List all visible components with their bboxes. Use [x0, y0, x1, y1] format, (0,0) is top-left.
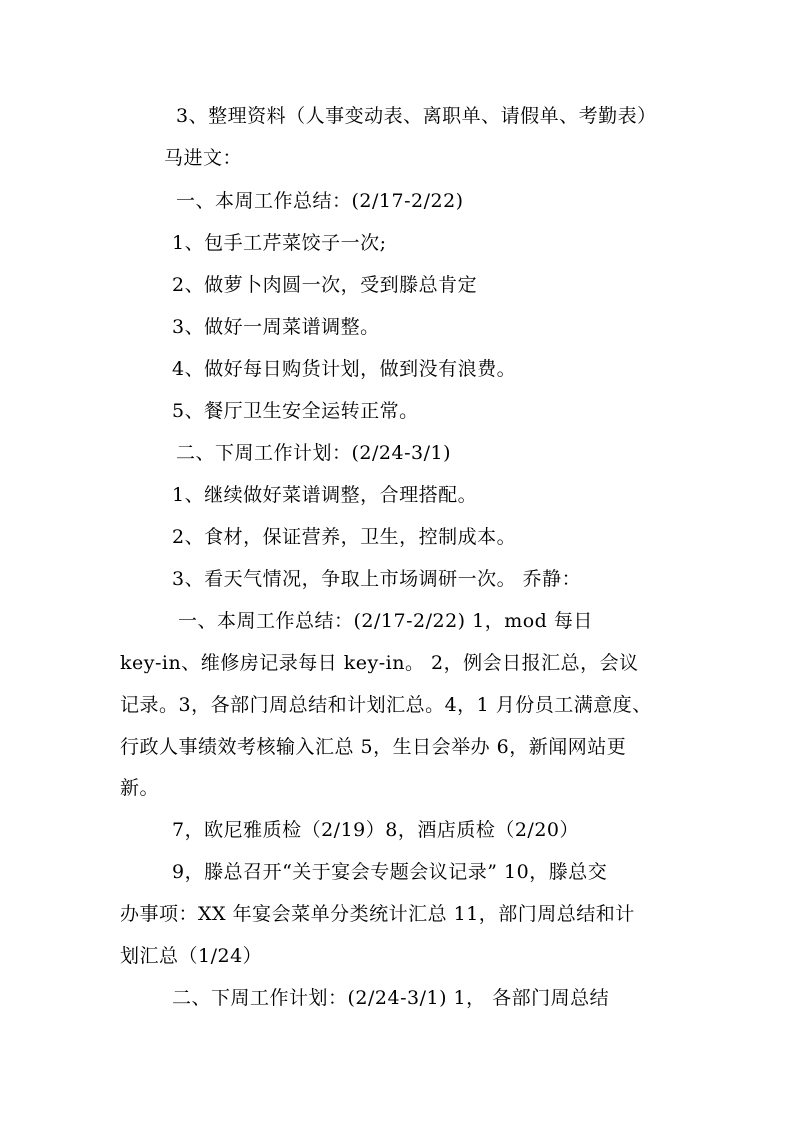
list-item: 3、做好一周菜谱调整。: [172, 316, 380, 338]
list-item: 2、食材，保证营养，卫生，控制成本。: [172, 526, 517, 548]
paragraph-line: 7，欧尼雅质检（2/19）8，酒店质检（2/20）: [172, 819, 580, 841]
section-heading: 二、下周工作计划：(2/24-3/1) 1， 各部门周总结: [172, 987, 610, 1009]
section-heading: 二、下周工作计划：(2/24-3/1): [176, 442, 451, 464]
paragraph-line: 行政人事绩效考核输入汇总 5，生日会举办 6，新闻网站更: [120, 736, 627, 758]
paragraph-line: 9，滕总召开“关于宴会专题会议记录” 10，滕总交: [172, 861, 608, 883]
list-item: 1、包手工芹菜饺子一次;: [172, 232, 387, 254]
paragraph-line: 新。: [120, 777, 160, 799]
list-item: 1、继续做好菜谱调整，合理搭配。: [172, 484, 478, 506]
text-line: 3、整理资料（人事变动表、离职单、请假单、考勤表）: [176, 105, 657, 127]
section-heading: 一、本周工作总结：(2/17-2/22): [176, 190, 464, 212]
paragraph-line: 记录。3，各部门周总结和计划汇总。4，1 月份员工满意度、: [120, 694, 652, 716]
list-item: 3、看天气情况，争取上市场调研一次。 乔静：: [172, 568, 582, 590]
paragraph-line: key-in、维修房记录每日 key-in。 2，例会日报汇总，会议: [120, 652, 639, 674]
list-item: 5、餐厅卫生安全运转正常。: [172, 400, 419, 422]
paragraph-line: 划汇总（1/24）: [120, 945, 263, 967]
list-item: 2、做萝卜肉圆一次，受到滕总肯定: [172, 274, 478, 296]
list-item: 4、做好每日购货计划，做到没有浪费。: [172, 358, 517, 380]
text-line: 马进文：: [164, 147, 243, 169]
paragraph-line: 办事项：XX 年宴会菜单分类统计汇总 11，部门周总结和计: [120, 903, 635, 925]
section-heading: 一、本周工作总结：(2/17-2/22) 1，mod 每日: [178, 610, 593, 632]
